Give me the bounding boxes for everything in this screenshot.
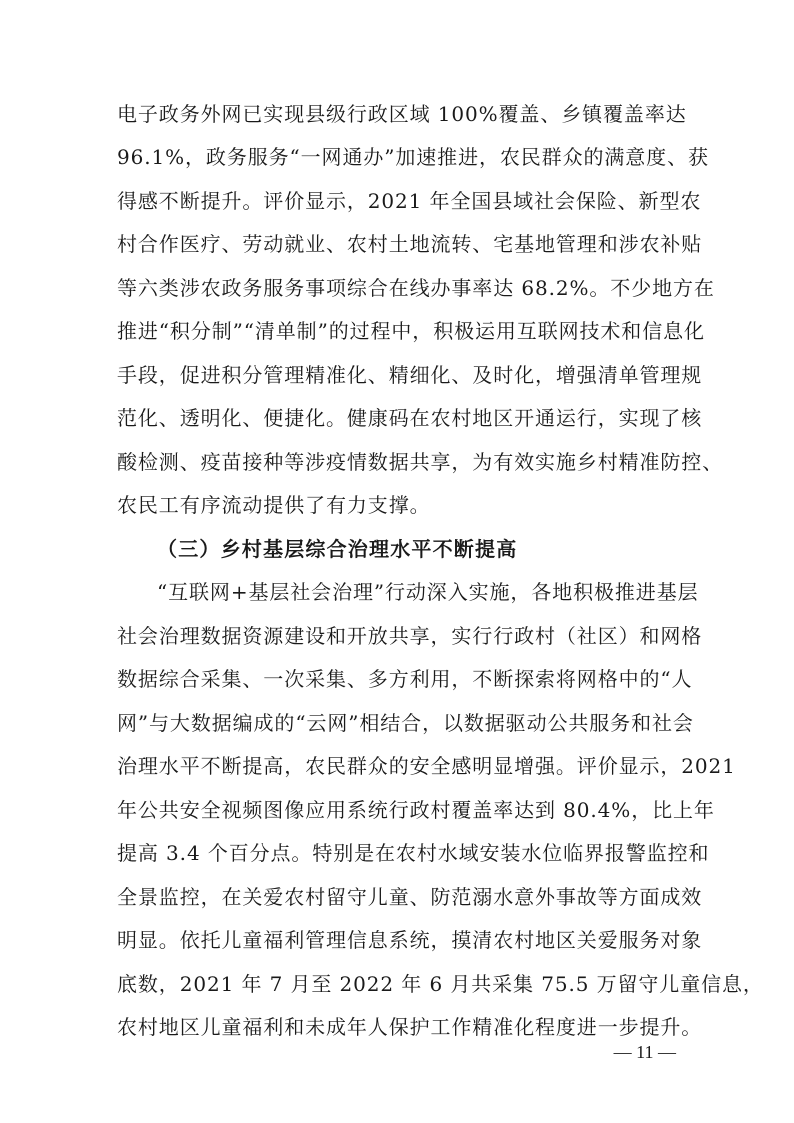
text-line: 酸检测、疫苗接种等涉疫情数据共享，为有效实施乡村精准防控、	[117, 450, 724, 474]
text-line: 网”与大数据编成的“云网”相结合，以数据驱动公共服务和社会	[117, 711, 694, 735]
text-line: 96.1%，政务服务“一网通办”加速推进，农民群众的满意度、获	[117, 145, 709, 169]
text-line: 底数，2021 年 7 月至 2022 年 6 月共采集 75.5 万留守儿童信息，	[117, 972, 764, 996]
text-line: 得感不断提升。评价显示，2021 年全国县域社会保险、新型农	[117, 189, 702, 213]
text-line: 年公共安全视频图像应用系统行政村覆盖率达到 80.4%，比上年	[117, 798, 715, 822]
text-line: 等六类涉农政务服务事项综合在线办事率达 68.2%。不少地方在	[117, 276, 715, 300]
text-line: 电子政务外网已实现县级行政区域 100%覆盖、乡镇覆盖率达	[117, 102, 687, 126]
page-number: — 11 —	[613, 1042, 676, 1062]
text-line: 治理水平不断提高，农民群众的安全感明显增强。评价显示，2021	[117, 754, 736, 778]
text-line: “互联网+基层社会治理”行动深入实施，各地积极推进基层	[157, 580, 699, 604]
text-line: 范化、透明化、便捷化。健康码在农村地区开通运行，实现了核	[117, 406, 703, 430]
text-line: 明显。依托儿童福利管理信息系统，摸清农村地区关爱服务对象	[117, 928, 703, 952]
section-heading: （三）乡村基层综合治理水平不断提高	[157, 537, 518, 561]
text-line: 数据综合采集、一次采集、多方利用，不断探索将网格中的“人	[117, 667, 693, 691]
text-line: 全景监控，在关爱农村留守儿童、防范溺水意外事故等方面成效	[117, 885, 703, 909]
text-line: 农民工有序流动提供了有力支撑。	[117, 493, 431, 517]
text-line: 社会治理数据资源建设和开放共享，实行行政村（社区）和网格	[117, 624, 703, 648]
text-line: 推进“积分制”“清单制”的过程中，积极运用互联网技术和信息化	[117, 319, 705, 343]
text-line: 农村地区儿童福利和未成年人保护工作精准化程度进一步提升。	[117, 1015, 703, 1039]
text-line: 手段，促进积分管理精准化、精细化、及时化，增强清单管理规	[117, 363, 703, 387]
text-line: 村合作医疗、劳动就业、农村土地流转、宅基地管理和涉农补贴	[117, 232, 703, 256]
text-line: 提高 3.4 个百分点。特别是在农村水域安装水位临界报警监控和	[117, 841, 710, 865]
